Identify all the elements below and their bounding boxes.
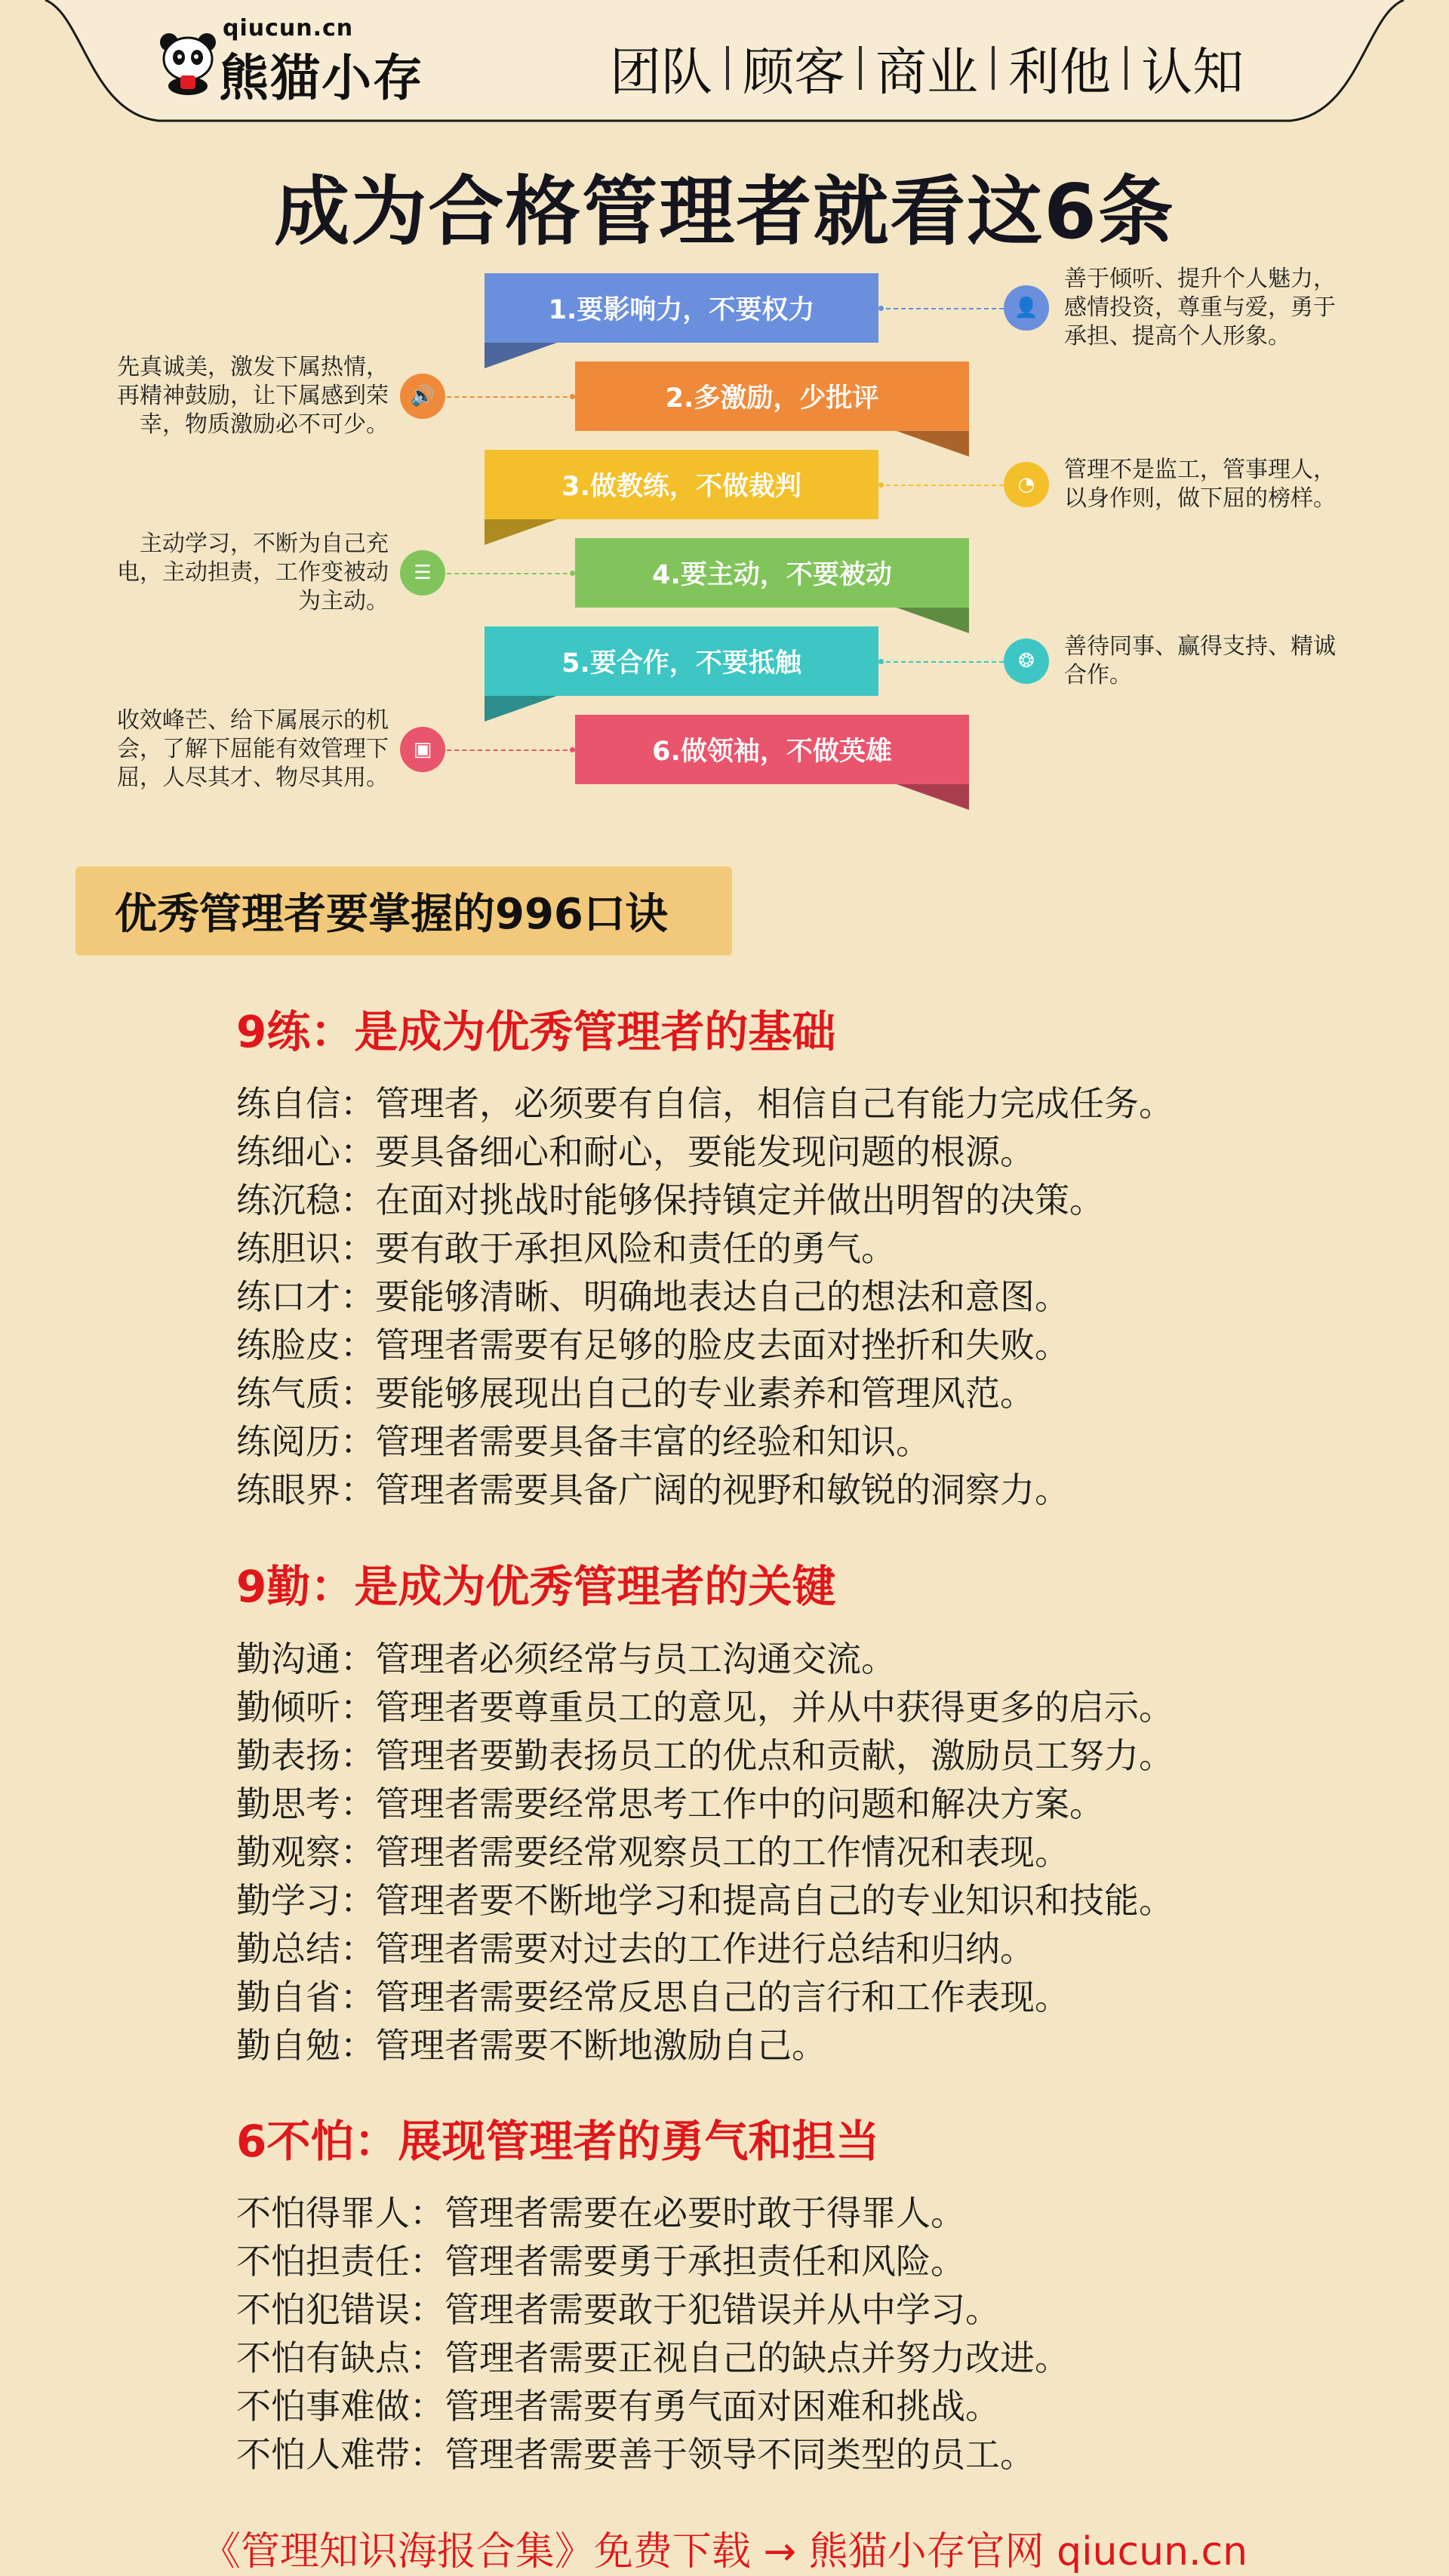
point-note xyxy=(83,706,389,792)
section-heading-9-diligence: 9勤：是成为优秀管理者的关键 xyxy=(236,1561,836,1612)
nav-item-cognition[interactable]: 认知 xyxy=(1141,42,1244,103)
list-item: 勤观察：管理者需要经常观察员工的工作情况和表现。 xyxy=(236,1832,1069,1873)
point-note-line: 善于倾听、提升个人魅力， xyxy=(1064,266,1336,292)
nav-item-business[interactable]: 商业 xyxy=(875,42,979,103)
list-item: 勤学习：管理者要不断地学习和提高自己的专业知识和技能。 xyxy=(236,1880,1174,1921)
point-note xyxy=(83,530,389,616)
list-item: 不怕担责任：管理者需要勇于承担责任和风险。 xyxy=(236,2241,965,2282)
connector-line xyxy=(447,396,575,398)
list-item: 不怕犯错误：管理者需要敢于犯错误并从中学习。 xyxy=(236,2289,1000,2330)
list-9-diligence xyxy=(236,1635,1174,2070)
list-item: 不怕得罪人：管理者需要在必要时敢于得罪人。 xyxy=(236,2193,965,2233)
list-item: 练沉稳：在面对挑战时能够保持镇定并做出明智的决策。 xyxy=(236,1180,1104,1220)
panda-logo-icon xyxy=(158,32,217,95)
point-note-line: 以身作则，做下屈的榜样。 xyxy=(1064,485,1336,512)
connector-dot xyxy=(878,659,884,664)
point-note-line: 管理不是监工，管事理人， xyxy=(1064,457,1336,483)
point-note-line: 感情投资，尊重与爱，勇于 xyxy=(1064,294,1336,321)
list-item: 练自信：管理者，必须要有自信，相信自己有能力完成任务。 xyxy=(236,1083,1174,1124)
list-item: 练气质：要能够展现出自己的专业素养和管理风范。 xyxy=(236,1373,1035,1414)
point-ribbon: 5.要合作，不要抵触 xyxy=(485,626,878,696)
connector-line xyxy=(878,661,1004,663)
point-note xyxy=(1064,632,1336,690)
document-icon: ☰ xyxy=(400,550,445,596)
point-note-line: 幸，物质激励必不可少。 xyxy=(140,411,389,438)
section-box-title: 优秀管理者要掌握的996口诀 xyxy=(75,866,732,956)
presentation-icon: ▣ xyxy=(400,727,445,772)
connector-line xyxy=(878,308,1004,309)
nav-divider xyxy=(859,46,862,90)
brand-domain: qiucun.cn xyxy=(223,15,354,42)
brand-name: 熊猫小存 xyxy=(219,49,424,107)
list-item: 练胆识：要有敢于承担风险和责任的勇气。 xyxy=(236,1228,896,1269)
point-note-line: 先真诚美，激发下属热情， xyxy=(117,354,389,380)
point-note xyxy=(83,353,389,439)
nav-divider xyxy=(726,46,729,90)
connector-line xyxy=(447,573,575,574)
connector-dot xyxy=(570,394,575,399)
pie-chart-icon: ◔ xyxy=(1004,462,1049,507)
point-ribbon: 1.要影响力，不要权力 xyxy=(485,273,878,343)
connector-dot xyxy=(878,306,884,311)
list-9-practice xyxy=(236,1079,1174,1514)
connector-dot xyxy=(878,482,884,488)
list-item: 不怕人难带：管理者需要善于领导不同类型的员工。 xyxy=(236,2434,1035,2475)
ribbon-fold xyxy=(485,696,557,722)
list-item: 勤表扬：管理者要勤表扬员工的优点和贡献，激励员工努力。 xyxy=(236,1735,1174,1776)
list-item: 勤沟通：管理者必须经常与员工沟通交流。 xyxy=(236,1639,896,1679)
list-item: 不怕事难做：管理者需要有勇气面对困难和挑战。 xyxy=(236,2386,1000,2427)
megaphone-icon: 🔊 xyxy=(400,374,445,419)
point-note xyxy=(1064,265,1336,351)
section-heading-9-practice: 9练：是成为优秀管理者的基础 xyxy=(236,1006,836,1057)
list-item: 练脸皮：管理者需要有足够的脸皮去面对挫折和失败。 xyxy=(236,1325,1069,1365)
point-ribbon: 3.做教练，不做裁判 xyxy=(485,450,878,519)
list-item: 勤自勉：管理者需要不断地激励自己。 xyxy=(236,2025,826,2066)
nav-item-team[interactable]: 团队 xyxy=(610,42,713,103)
point-note-line: 善待同事、赢得支持、精诚 xyxy=(1064,633,1336,660)
nav-item-altruism[interactable]: 利他 xyxy=(1008,42,1112,103)
connector-dot xyxy=(570,571,575,576)
list-item: 练细心：要具备细心和耐心，要能发现问题的根源。 xyxy=(236,1131,1035,1172)
ribbon-fold xyxy=(485,343,557,368)
list-item: 练眼界：管理者需要具备广阔的视野和敏锐的洞察力。 xyxy=(236,1470,1069,1510)
connector-line xyxy=(878,485,1004,486)
point-note-line: 再精神鼓励，让下属感到荣 xyxy=(117,383,389,409)
point-note-line: 电，主动担责，工作变被动 xyxy=(117,559,389,586)
point-note-line: 合作。 xyxy=(1064,662,1132,688)
point-ribbon: 4.要主动，不要被动 xyxy=(575,538,969,608)
list-item: 练阅历：管理者需要具备丰富的经验和知识。 xyxy=(236,1421,931,1462)
footer-download-link[interactable]: 《管理知识海报合集》免费下载 → 熊猫小存官网 qiucun.cn xyxy=(201,2529,1248,2574)
list-item: 勤倾听：管理者要尊重员工的意见，并从中获得更多的启示。 xyxy=(236,1687,1174,1728)
point-note-line: 会，了解下屈能有效管理下 xyxy=(117,736,389,762)
nav-divider xyxy=(992,46,995,90)
ribbon-fold xyxy=(897,784,969,810)
point-ribbon: 6.做领袖，不做英雄 xyxy=(575,715,969,784)
point-note-line: 收效峰芒、给下属展示的机 xyxy=(117,707,389,734)
connector-line xyxy=(447,749,575,751)
point-note-line: 主动学习，不断为自己充 xyxy=(140,531,389,557)
rebel-icon: ❂ xyxy=(1004,639,1049,684)
list-item: 练口才：要能够清晰、明确地表达自己的想法和意图。 xyxy=(236,1276,1069,1317)
list-item: 勤自省：管理者需要经常反思自己的言行和工作表现。 xyxy=(236,1977,1069,2017)
list-6-fearless xyxy=(236,2189,1069,2479)
top-nav xyxy=(596,30,1257,106)
ribbon-fold xyxy=(897,608,969,633)
point-ribbon: 2.多激励，少批评 xyxy=(575,362,969,431)
page-title: 成为合格管理者就看这6条 xyxy=(274,168,1175,256)
nav-divider xyxy=(1124,46,1128,90)
point-note-line: 屈，人尽其才、物尽其用。 xyxy=(117,765,389,791)
list-item: 勤思考：管理者需要经常思考工作中的问题和解决方案。 xyxy=(236,1784,1104,1824)
point-note xyxy=(1064,456,1336,513)
user-icon: 👤 xyxy=(1004,285,1049,331)
ribbon-fold xyxy=(485,519,557,545)
nav-item-customer[interactable]: 顾客 xyxy=(743,42,846,103)
list-item: 不怕有缺点：管理者需要正视自己的缺点并努力改进。 xyxy=(236,2337,1069,2378)
section-heading-6-fearless: 6不怕：展现管理者的勇气和担当 xyxy=(236,2116,880,2167)
list-item: 勤总结：管理者需要对过去的工作进行总结和归纳。 xyxy=(236,1928,1035,1969)
connector-dot xyxy=(570,747,575,752)
ribbon-fold xyxy=(897,431,969,457)
point-note-line: 为主动。 xyxy=(298,588,389,614)
point-note-line: 承担、提高个人形象。 xyxy=(1064,323,1291,349)
